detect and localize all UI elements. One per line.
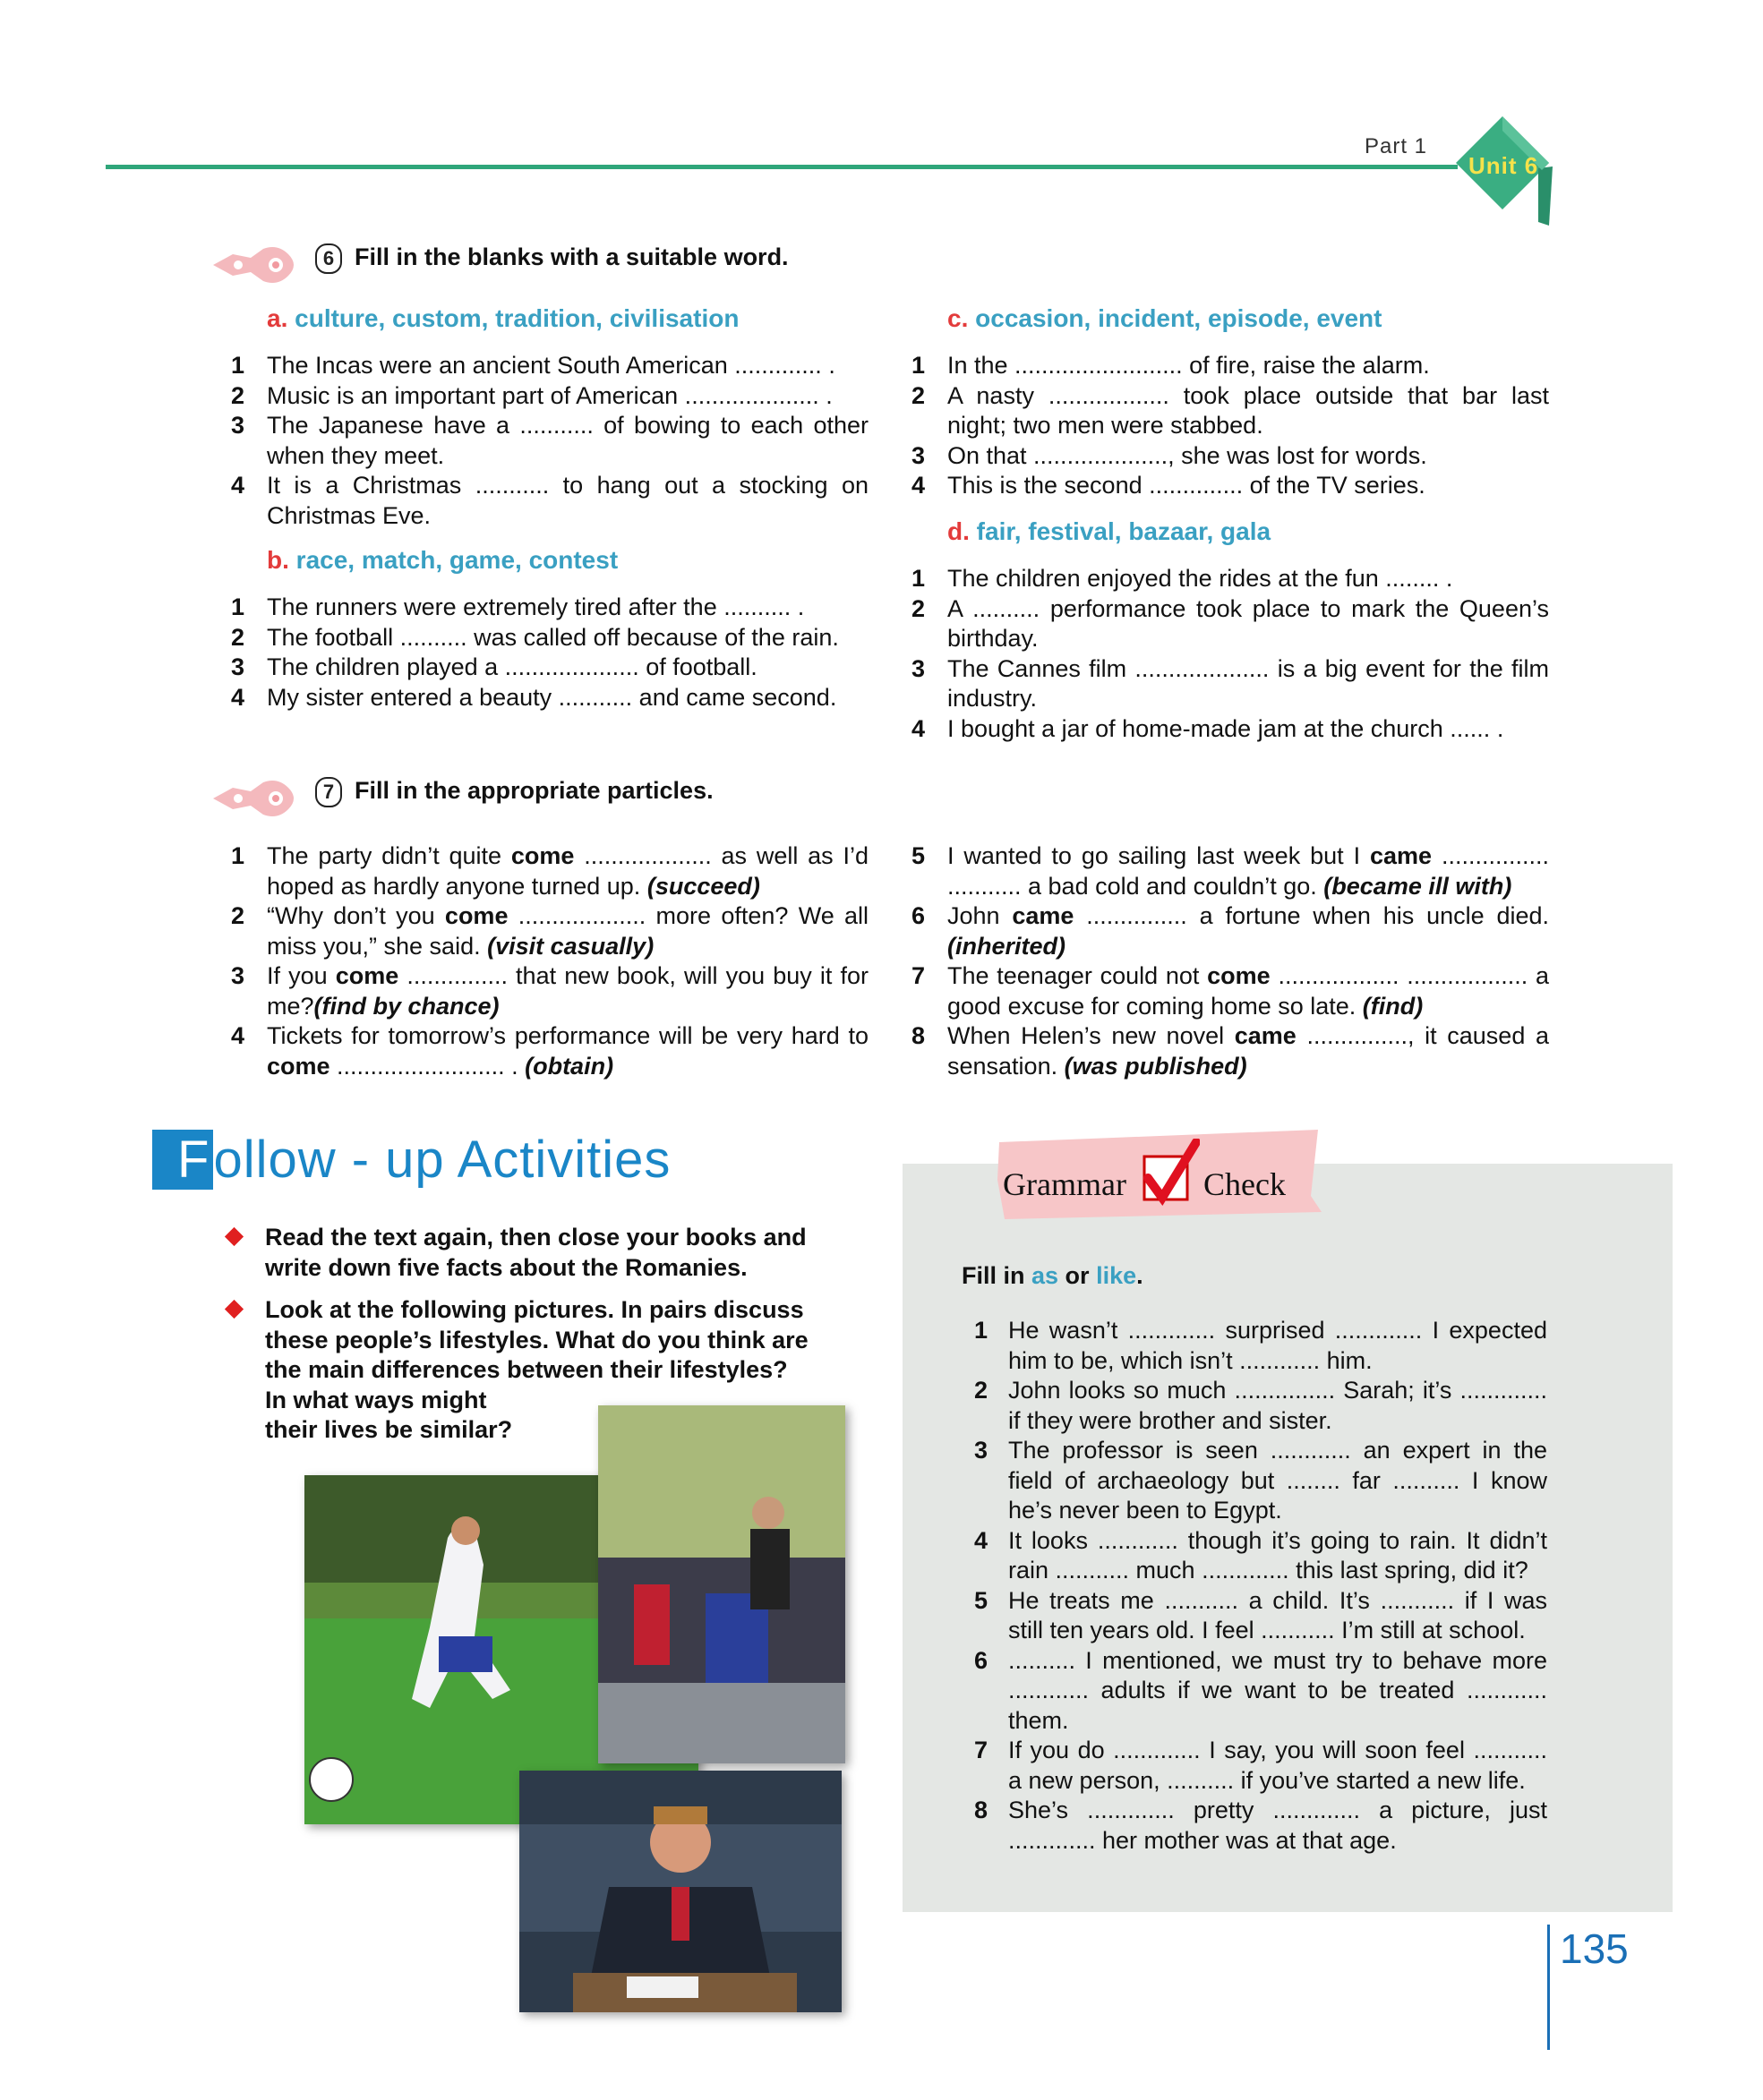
grammar-list: [974, 1316, 1547, 1856]
list-item: 3 The children played a .................... of football.: [231, 653, 757, 680]
follow-up-item-cont: In what ways might: [265, 1386, 487, 1413]
follow-up-item: Read the text again, then close your books and write down five facts about the Romanies.: [224, 1223, 851, 1283]
subheading-a: a. culture, custom, tradition, civilisation: [267, 304, 740, 332]
list-item: 1 In the ......................... of fire, raise the alarm.: [911, 352, 1430, 379]
follow-up-title: [179, 1130, 671, 1190]
list-b: [231, 593, 869, 713]
list-c: [911, 351, 1549, 501]
banner-check-text: Check: [1203, 1166, 1286, 1202]
list-item: 2 The football .......... was called off because of the rain.: [231, 623, 839, 651]
follow-up-title-initial: F: [152, 1130, 213, 1190]
list-item: 2 John looks so much ............... Sarah; it’s ............. if they were brother and sister.: [974, 1377, 1547, 1434]
grammar-check-banner: [996, 1126, 1323, 1219]
list-ex7-right: [911, 841, 1549, 1081]
newsreader-photo: [519, 1771, 842, 2012]
header-rule: [106, 165, 1458, 169]
exercise-pointer-icon: [211, 243, 319, 286]
follow-up-item: Look at the following pictures. In pairs discuss these people’s lifestyles. What do you think are the main differences between their lifestyles?: [224, 1295, 851, 1386]
follow-up-title-rest: ollow - up Activities: [213, 1131, 672, 1189]
subheading-d: d. fair, festival, bazaar, gala: [947, 517, 1271, 545]
list-item: 3 The professor is seen ............ an expert in the field of archaeology but ........ far .......... I know he’s never been to Egypt.: [974, 1437, 1547, 1524]
exercise-7-title: Fill in the appropriate particles.: [355, 777, 714, 805]
list-item: 3 The Cannes film .................... is a big event for the film industry.: [911, 654, 1549, 712]
list-item: 5 He treats me ........... a child. It’s ........... if I was still ten years old. I feel ........... I’m still at school.: [974, 1586, 1547, 1643]
exercise-6-heading: [315, 243, 789, 274]
list-item: 8 She’s ............. pretty ............. a picture, just ............. her mother was at that age.: [974, 1797, 1547, 1854]
list-item: 3 If you come ............... that new book, will you buy it for me?(find by chance): [231, 962, 869, 1020]
follow-up-item-cont: their lives be similar?: [265, 1416, 513, 1443]
list-item: 1 The Incas were an ancient South American ............. .: [231, 352, 835, 379]
banner-grammar-text: Grammar: [1003, 1166, 1126, 1202]
politician-speech-image: [598, 1405, 845, 1763]
exercise-pointer-icon: [211, 777, 319, 820]
list-item: 2 “Why don’t you come ................... more often? We all miss you,” she said. (visit casually): [231, 902, 869, 960]
list-item: 3 On that ...................., she was lost for words.: [911, 441, 1427, 469]
exercise-6-title: Fill in the blanks with a suitable word.: [355, 243, 789, 271]
grammar-instruction: Fill in as or like.: [962, 1262, 1143, 1289]
exercise-6-number: 6: [315, 243, 342, 274]
list-item: 2 A nasty .................. took place outside that bar last night; two men were stabbed.: [911, 381, 1549, 439]
list-item: 7 If you do ............. I say, you will soon feel ........... a new person, .......... if you’ve started a new life.: [974, 1737, 1547, 1794]
page-number: 135: [1560, 1925, 1629, 1972]
list-item: 3 The Japanese have a ........... of bowing to each other when they meet.: [231, 412, 869, 469]
list-item: 4 This is the second .............. of the TV series.: [911, 472, 1425, 499]
list-item: 5 I wanted to go sailing last week but I came ................ ........... a bad cold and couldn’t go. (became ill with): [911, 842, 1549, 900]
list-item: 2 Music is an important part of American .................... .: [231, 381, 833, 409]
exercise-7-heading: [315, 777, 714, 807]
list-item: 4 My sister entered a beauty ........... and came second.: [231, 683, 837, 711]
bullet-diamond-icon: [225, 1227, 244, 1246]
list-item: 6 .......... I mentioned, we must try to behave more ............ adults if we want to be treated ............ them.: [974, 1646, 1547, 1734]
list-item: 1 The children enjoyed the rides at the fun ........ .: [911, 565, 1453, 592]
list-item: 8 When Helen’s new novel came ..............., it caused a sensation. (was published): [911, 1022, 1549, 1080]
list-d: [911, 564, 1549, 744]
speech-photo: [598, 1405, 845, 1763]
list-item: 2 A .......... performance took place to mark the Queen’s birthday.: [911, 594, 1549, 652]
list-item: 4 It is a Christmas ........... to hang out a stocking on Christmas Eve.: [231, 472, 869, 529]
page-number-rule: [1547, 1925, 1550, 2050]
unit-badge: [1456, 115, 1556, 226]
exercise-7-number: 7: [315, 777, 342, 807]
bullet-diamond-icon: [225, 1300, 244, 1319]
list-item: 7 The teenager could not come .................. .................. a good excuse for coming home so late. (find): [911, 962, 1549, 1020]
part-label: Part 1: [1365, 134, 1428, 158]
list-a: [231, 351, 869, 531]
list-item: 1 He wasn’t ............. surprised ............. I expected him to be, which isn’t ............ him.: [974, 1317, 1547, 1374]
newsreader-image: [519, 1771, 842, 2012]
subheading-c: c. occasion, incident, episode, event: [947, 304, 1382, 332]
list-ex7-left: [231, 841, 869, 1081]
subheading-b: b. race, match, game, contest: [267, 546, 619, 574]
list-item: 4 I bought a jar of home-made jam at the church ...... .: [911, 714, 1504, 742]
list-item: 1 The party didn’t quite come ................... as well as I’d hoped as hardly anyone turned up. (succeed): [231, 842, 869, 900]
list-item: 6 John came ............... a fortune when his uncle died. (inherited): [911, 902, 1549, 960]
list-item: 4 It looks ............ though it’s going to rain. It didn’t rain ........... much ............. this last spring, did it?: [974, 1526, 1547, 1584]
unit-label: Unit 6: [1468, 152, 1539, 179]
list-item: 1 The runners were extremely tired after the .......... .: [231, 593, 805, 620]
red-checkmark-icon: [1137, 1139, 1200, 1210]
list-item: 4 Tickets for tomorrow’s performance will be very hard to come ......................... . (obtain): [231, 1022, 869, 1080]
